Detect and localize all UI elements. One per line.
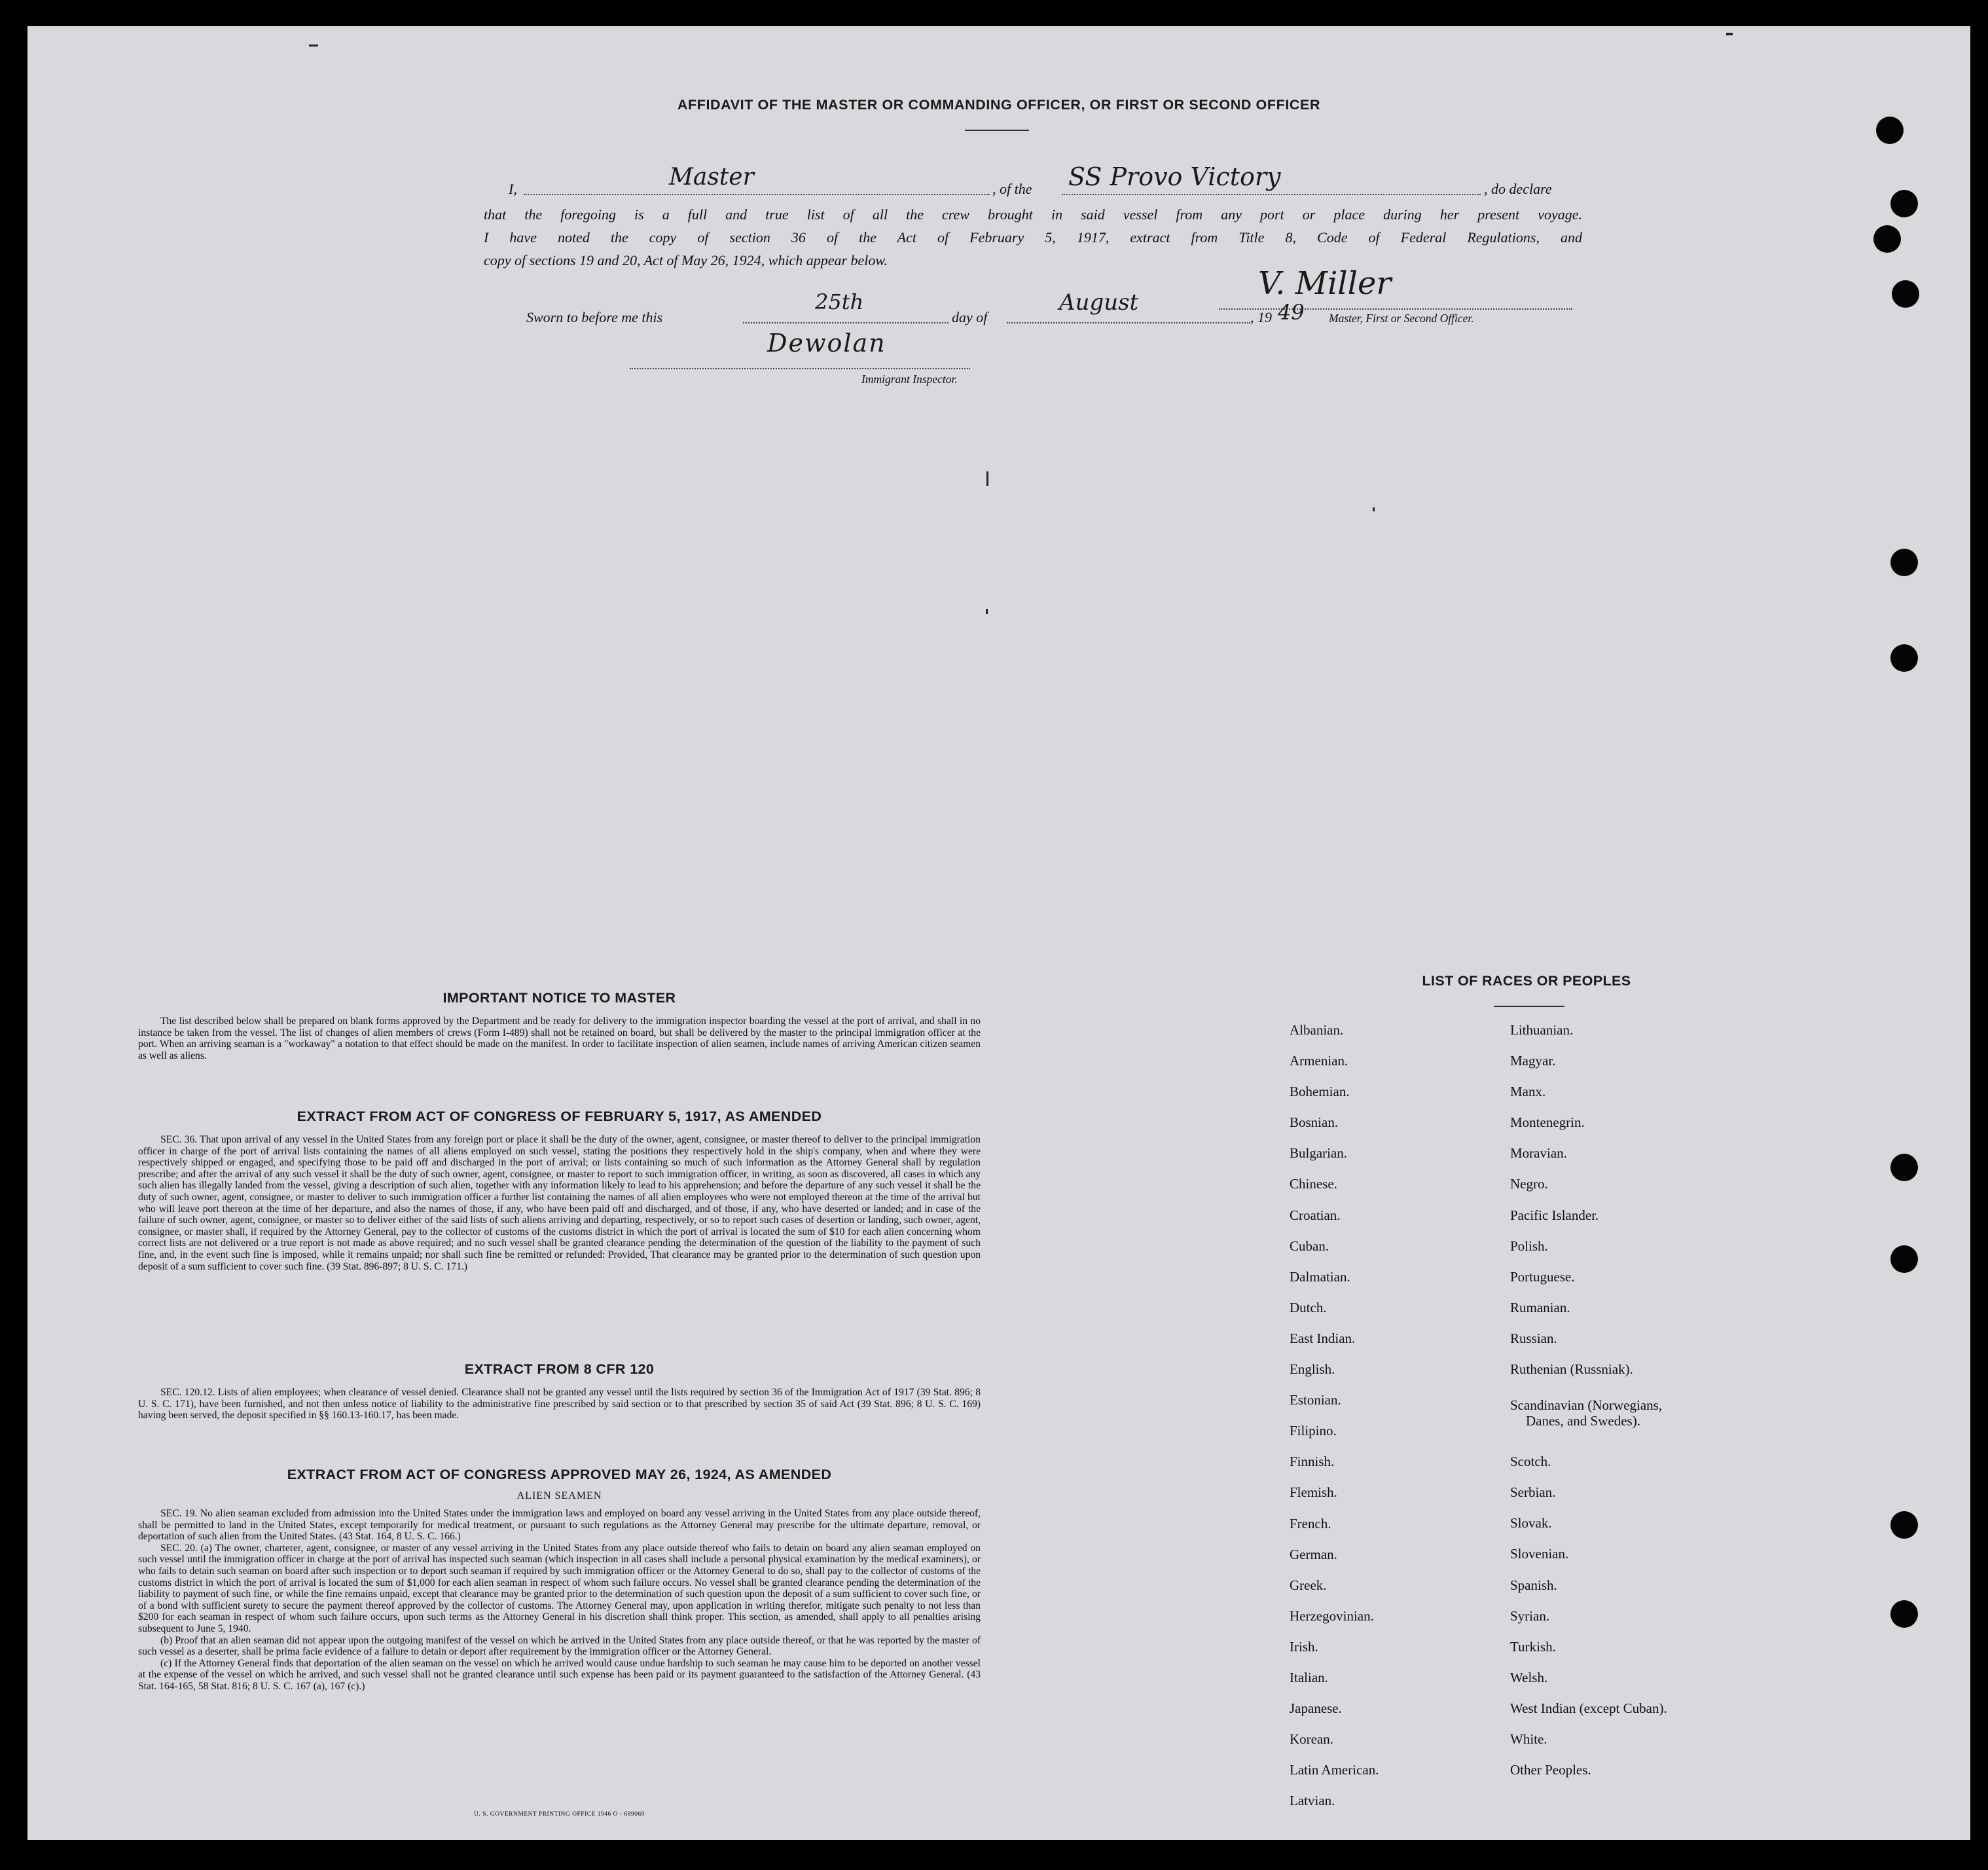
race-item: Polish.	[1510, 1238, 1548, 1254]
race-item: Cuban.	[1290, 1238, 1329, 1254]
extract-cfr-text: SEC. 120.12. Lists of alien employees; when clearance of vessel denied. Clearance shall not be granted any vessel until the lists required by section 36 of the Immigration Act of 1917 (39 Stat. 896; 8 U. S. C. 171), have been furnished, and not then unless notice of liability to the administrative fine prescribed by said section or to that prescribed by section 35 of said Act (39 Stat. 896; 8 U. S. C. 169) having been served, the deposit specified in §§ 160.13-160.17, has been made.	[138, 1387, 981, 1421]
do-declare-label: , do declare	[1484, 181, 1552, 197]
printer-imprint: U. S. GOVERNMENT PRINTING OFFICE 1946 O - 689069	[474, 1811, 645, 1818]
race-item: Dalmatian.	[1290, 1268, 1350, 1285]
affidavit-line-3: I have noted the copy of section 36 of the Act of February 5, 1917, extract from Title 8, Code of Federal Regulations, and	[484, 229, 1582, 246]
race-item: Scandinavian (Norwegians,	[1510, 1397, 1663, 1414]
race-item: Magyar.	[1510, 1053, 1556, 1069]
sec20a-text: SEC. 20. (a) The owner, charterer, agent, consignee, or master of any vessel arriving in the United States from any place outside thereof who fails to detain on board any alien seaman employed on such vessel until the immigration officer in charge at the port of arrival has inspected such seaman (which inspection in all cases shall include a personal physical examination by the medical examiners), or who fails to detain such seaman on board after such inspection or to deport such seaman if required by such immigration officer or the Attorney General to do so, shall pay to the collector of customs of the customs district in which the port of arrival is located the sum of $1,000 for each alien seaman in respect of whom such failure occurs. No vessel shall be granted clearance pending the determination of the liability to payment of such fine, or while the fine remains unpaid, except that clearance may be granted prior to the determination of such question upon the deposit of a sum sufficient to cover such fine, or of a bond with sufficient surety to secure the payment thereof approved by the collector of customs. The Attorney General may, upon application in writing therefor, mitigate such penalty to not less than $200 for each seaman in respect of whom such failure occurs, upon such terms as the Attorney General in his discretion shall think proper. This section, as amended, shall apply to all penalties arising subsequent to June 5, 1940.	[138, 1542, 981, 1634]
race-item: Lithuanian.	[1510, 1022, 1574, 1038]
race-item: Filipino.	[1290, 1423, 1337, 1439]
race-item: Ruthenian (Russniak).	[1510, 1361, 1633, 1378]
races-title-rule	[1494, 1006, 1564, 1007]
race-item: White.	[1510, 1731, 1547, 1747]
race-item: Greek.	[1290, 1577, 1327, 1593]
races-title: LIST OF RACES OR PEOPLES	[1422, 973, 1631, 989]
race-item: Italian.	[1290, 1669, 1328, 1685]
race-item: Croatian.	[1290, 1207, 1341, 1223]
i-label: I,	[509, 181, 517, 197]
race-item: Moravian.	[1510, 1145, 1567, 1162]
sec20c-text: (c) If the Attorney General finds that deportation of the alien seaman on the vessel on which he arrived would cause undue hardship to such seaman he may cause him to be deported on another vessel at the expense of the vessel on which he arrived, and such vessel shall not be granted clearance until such expense has been paid or its payment guaranteed to the satisfaction of the Attorney General. (43 Stat. 164-165, 58 Stat. 816; 8 U. S. C. 167 (a), 167 (c).)	[138, 1657, 981, 1692]
extract-cfr-title: EXTRACT FROM 8 CFR 120	[464, 1361, 655, 1377]
race-item: Finnish.	[1290, 1454, 1335, 1470]
race-item: Serbian.	[1510, 1484, 1556, 1501]
race-item: Slovenian.	[1510, 1546, 1569, 1562]
year-prefix: , 19	[1250, 309, 1272, 325]
of-the-label: , of the	[992, 181, 1032, 197]
scan-mark	[986, 471, 988, 486]
master-signature-label: Master, First or Second Officer.	[1329, 312, 1474, 325]
inspector-signature-field	[630, 329, 970, 369]
race-item: East Indian.	[1290, 1330, 1356, 1346]
notice-title: IMPORTANT NOTICE TO MASTER	[443, 990, 676, 1006]
race-item: Turkish.	[1510, 1638, 1556, 1655]
day-field-value: 25th	[815, 289, 864, 314]
day-field	[743, 289, 949, 323]
scan-mark	[986, 609, 988, 614]
extract-1924-subtitle: ALIEN SEAMEN	[516, 1490, 602, 1501]
punch-hole	[1892, 280, 1919, 308]
notice-text: The list described below shall be prepared on blank forms approved by the Department and be ready for delivery to the immigration inspector boarding the vessel at the port of arrival, and shall in no instance be taken from the vessel. The list of changes of alien members of crews (Form I-489) shall not be retained on board, but shall be delivered by the master to the principal immigration officer at the port. When an arriving seaman is a "workaway" a notation to that effect should be made on the manifest. In order to facilitate inspection of alien seamen, include names of arriving American citizen seamen as well as aliens.	[138, 1016, 981, 1061]
race-item: French.	[1290, 1515, 1331, 1531]
form-page	[27, 26, 1970, 1840]
race-item: Japanese.	[1290, 1700, 1342, 1717]
extract-1917-text: SEC. 36. That upon arrival of any vessel in the United States from any foreign port or place it shall be the duty of the owner, agent, consignee, or master thereof to deliver to the principal immigration officer in charge of the port of arrival lists containing the names of all aliens employed on such vessel, stating the positions they respectively hold in the ship's company, when and where they were respectively shipped or engaged, and specifying those to be paid off and discharged in the port of arrival; or lists containing so much of such information as the Attorney General shall by regulation prescribe; and after the arrival of any such vessel it shall be the duty of such owner, agent, consignee, or master to report to such immigration officer, in writing, as soon as discovered, all cases in which any such alien has illegally landed from the vessel, giving a description of such alien, together with any information likely to lead to his apprehension; and before the departure of any such vessel it shall be the duty of such owner, agent, consignee, or master to deliver to such immigration officer a further list containing the names of all alien employees who were not employed thereon at the time of the arrival but who will leave port thereon at the time of her departure, and also the names of those, if any, who have been paid off and discharged, and of those, if any, who have deserted or landed; and in case of the failure of such owner, agent, consignee, or master so to deliver either of the said lists of such aliens arriving and departing, respectively, or so to report such cases of desertion or landing, such owner, agent, consignee, or master shall, if required by the Attorney General, pay to the collector of customs of the customs district in which the port of arrival is located the sum of $10 for each alien concerning whom correct lists are not delivered or a true report is not made as above required; and no such vessel shall be granted clearance pending the determination of the question of the liability to the payment of such fine, and, in the event such fine is imposed, while it remains unpaid; nor shall such fine be remitted or refunded: Provided, That clearance may be granted prior to the determination of such question upon deposit of a sum sufficient to cover such fine. (39 Stat. 896-897; 8 U. S. C. 171.)	[138, 1134, 981, 1272]
races-right-column	[1510, 1022, 1667, 1793]
race-item: Chinese.	[1290, 1176, 1337, 1192]
year-field-value: 49	[1278, 300, 1305, 325]
affidavit-line-2: that the foregoing is a full and true list of all the crew brought in said vessel from any port or place during her present voyage.	[484, 206, 1582, 223]
race-item: Bosnian.	[1290, 1114, 1339, 1131]
name-field-value: Master	[669, 164, 754, 191]
race-item: Syrian.	[1510, 1607, 1550, 1624]
race-item: Korean.	[1290, 1731, 1334, 1748]
scan-mark	[1726, 33, 1733, 35]
punch-hole	[1876, 117, 1904, 144]
inspector-signature: Dewolan	[767, 329, 886, 358]
race-item: Latvian.	[1290, 1793, 1335, 1809]
name-field	[524, 164, 990, 195]
punch-hole	[1890, 1600, 1918, 1628]
race-item: Montenegrin.	[1510, 1114, 1585, 1131]
punch-hole	[1890, 1245, 1918, 1273]
race-item: Other Peoples.	[1510, 1762, 1591, 1778]
race-item: Manx.	[1510, 1084, 1546, 1100]
race-item: Pacific Islander.	[1510, 1207, 1599, 1223]
day-of-label: day of	[952, 309, 988, 325]
punch-hole	[1890, 190, 1918, 217]
vessel-field	[1062, 162, 1481, 195]
race-item: Rumanian.	[1510, 1299, 1570, 1315]
month-field	[1007, 289, 1250, 323]
race-item: Dutch.	[1290, 1299, 1327, 1315]
punch-hole	[1873, 225, 1901, 253]
vessel-field-value: SS Provo Victory	[1068, 162, 1281, 191]
race-item: Russian.	[1510, 1330, 1557, 1346]
inspector-label: Immigrant Inspector.	[861, 373, 958, 386]
scan-mark	[1373, 507, 1375, 511]
sec20b-text: (b) Proof that an alien seaman did not appear upon the outgoing manifest of the vessel on which he arrived in the United States from any place outside thereof, or that he was reported by the master of such vessel as a deserter, shall be prima facie evidence of a failure to detain or deport after requirement by the immigration officer or the Attorney General.	[138, 1634, 981, 1658]
race-item: Armenian.	[1290, 1053, 1348, 1069]
affidavit-title: AFFIDAVIT OF THE MASTER OR COMMANDING OFFICER, OR FIRST OR SECOND OFFICER	[677, 97, 1321, 113]
race-item: Spanish.	[1510, 1577, 1557, 1593]
sec19-text: SEC. 19. No alien seaman excluded from admission into the United States under the immigration laws and employed on board any vessel arriving in the United States from any place outside thereof, shall be permitted to land in the United States, except temporarily for medical treatment, or pursuant to such regulations as the Attorney General may prescribe for the ultimate departure, removal, or deportation of such alien from the United States. (43 Stat. 164, 8 U. S. C. 166.)	[138, 1508, 981, 1543]
sworn-label: Sworn to before me this	[526, 309, 663, 325]
race-item: West Indian (except Cuban).	[1510, 1700, 1667, 1716]
extract-1917-title: EXTRACT FROM ACT OF CONGRESS OF FEBRUARY 5, 1917, AS AMENDED	[297, 1109, 822, 1124]
race-item: Negro.	[1510, 1176, 1548, 1192]
race-item: Slovak.	[1510, 1515, 1552, 1531]
race-item: Irish.	[1290, 1638, 1318, 1655]
race-item: Albanian.	[1290, 1022, 1344, 1038]
race-item-scandinavian	[1510, 1392, 1667, 1454]
race-item: Bulgarian.	[1290, 1145, 1348, 1162]
race-item: Herzegovinian.	[1290, 1607, 1374, 1624]
punch-hole	[1890, 644, 1918, 672]
race-item: Estonian.	[1290, 1392, 1341, 1408]
race-item: Portuguese.	[1510, 1268, 1575, 1285]
race-item-cont: Danes, and Swedes).	[1526, 1413, 1640, 1429]
affidavit-line-4: copy of sections 19 and 20, Act of May 26, 1924, which appear below.	[484, 252, 888, 268]
race-item: Flemish.	[1290, 1484, 1337, 1501]
month-field-value: August	[1059, 289, 1139, 316]
race-item: English.	[1290, 1361, 1335, 1378]
race-item: Latin American.	[1290, 1762, 1379, 1778]
extract-1924-body	[138, 1508, 981, 1693]
punch-hole	[1890, 549, 1918, 576]
race-item: Bohemian.	[1290, 1084, 1350, 1100]
master-signature: V. Miller	[1258, 265, 1392, 302]
title-rule	[965, 130, 1029, 131]
race-item: German.	[1290, 1546, 1337, 1562]
race-item: Scotch.	[1510, 1454, 1551, 1470]
races-left-column	[1290, 1022, 1379, 1824]
extract-1924-title: EXTRACT FROM ACT OF CONGRESS APPROVED MAY 26, 1924, AS AMENDED	[287, 1467, 832, 1482]
master-signature-field	[1219, 265, 1572, 310]
punch-hole	[1890, 1511, 1918, 1539]
scan-mark	[309, 45, 318, 46]
race-item: Welsh.	[1510, 1669, 1548, 1685]
punch-hole	[1890, 1154, 1918, 1181]
